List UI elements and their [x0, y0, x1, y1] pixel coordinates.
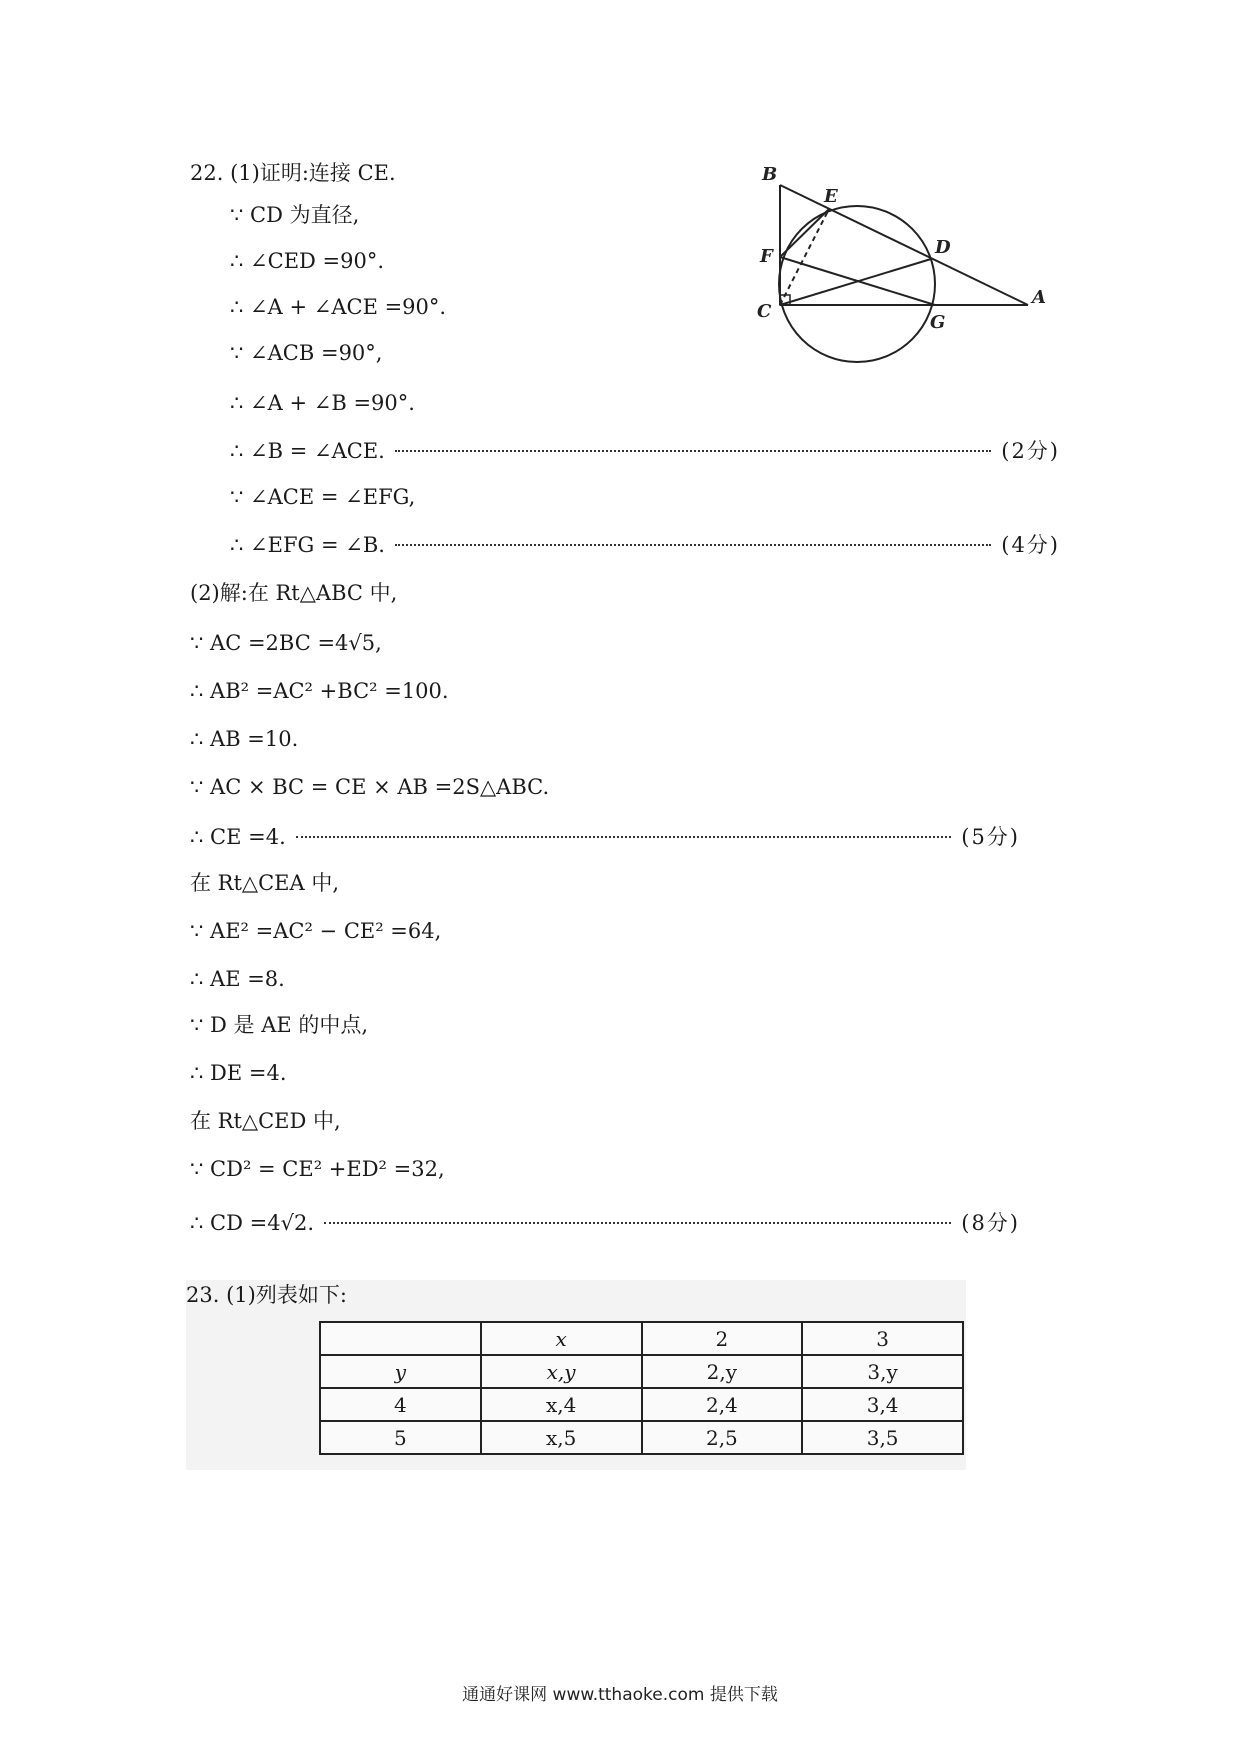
leader-dots [296, 836, 952, 838]
proof-line: ∴ ∠A + ∠ACE =90°. [230, 295, 447, 319]
table-cell: 2,y [642, 1355, 803, 1388]
score-line-4pts [230, 532, 1060, 558]
proof-line: ∵ ∠ACE = ∠EFG, [230, 485, 416, 509]
label-b: B [762, 164, 778, 185]
segment-cd [780, 259, 931, 305]
solution-line: 在 Rt△CED 中, [190, 1109, 341, 1133]
label-d: D [935, 237, 951, 258]
score-marker: (4分) [1001, 533, 1060, 557]
solution-line: ∴ AB =10. [190, 727, 299, 751]
score-marker: (5分) [961, 825, 1020, 849]
score-line-8pts [190, 1210, 1020, 1236]
leader-dots [395, 450, 991, 452]
label-a: A [1032, 287, 1046, 308]
score-line-5pts [190, 824, 1020, 850]
circle [779, 206, 935, 362]
solution-line: ∴ AB² =AC² +BC² =100. [190, 679, 449, 703]
solution-line: ∴ AE =8. [190, 967, 285, 991]
solution-line: ∵ AC =2BC =4√5, [190, 631, 382, 655]
table-row [320, 1355, 963, 1388]
table-row [320, 1421, 963, 1454]
solution-line: 在 Rt△CEA 中, [190, 871, 339, 895]
proof-line: ∴ ∠CED =90°. [230, 249, 385, 273]
table-row [320, 1388, 963, 1421]
table-cell: x [481, 1322, 642, 1355]
geometry-figure [750, 155, 1080, 375]
label-g: G [930, 312, 946, 333]
solution-line: ∵ D 是 AE 的中点, [190, 1013, 369, 1037]
table-cell: 3,5 [802, 1421, 963, 1454]
label-e: E [824, 186, 838, 207]
leader-dots [324, 1222, 951, 1224]
table-cell: y [320, 1355, 481, 1388]
table-cell: x,4 [481, 1388, 642, 1421]
solution-line: ∴ CE =4. [190, 825, 286, 849]
table-cell: 2 [642, 1322, 803, 1355]
footer-watermark: 通通好课网 www.tthaoke.com 提供下载 [462, 1685, 778, 1705]
table-cell [320, 1322, 481, 1355]
proof-line: ∵ ∠ACB =90°, [230, 341, 383, 365]
table-cell: 2,4 [642, 1388, 803, 1421]
table-cell: 4 [320, 1388, 481, 1421]
label-f: F [760, 246, 773, 267]
proof-line: ∵ CD 为直径, [230, 203, 360, 227]
solution-line: ∴ CD =4√2. [190, 1211, 314, 1235]
segment-fe [780, 209, 829, 257]
segment-ba [780, 185, 1028, 305]
solution-line: ∵ CD² = CE² +ED² =32, [190, 1157, 445, 1181]
proof-line: ∴ ∠A + ∠B =90°. [230, 391, 415, 415]
table-cell: 2,5 [642, 1421, 803, 1454]
table-cell: 5 [320, 1421, 481, 1454]
table-cell: 3,4 [802, 1388, 963, 1421]
q23-heading: 23. (1)列表如下: [186, 1283, 347, 1307]
score-marker: (2分) [1001, 439, 1060, 463]
proof-line: ∴ ∠EFG = ∠B. [230, 533, 385, 557]
score-marker: (8分) [961, 1211, 1020, 1235]
table-cell: 3,y [802, 1355, 963, 1388]
table-cell: x,y [481, 1355, 642, 1388]
q22-heading: 22. (1)证明:连接 CE. [190, 161, 396, 185]
solution-line: ∵ AC × BC = CE × AB =2S△ABC. [190, 775, 550, 799]
proof-line: ∴ ∠B = ∠ACE. [230, 439, 385, 463]
score-line-2pts [230, 438, 1060, 464]
leader-dots [395, 544, 991, 546]
segment-ce-dashed [780, 209, 829, 305]
solution-line: ∴ DE =4. [190, 1061, 287, 1085]
solution-line: ∵ AE² =AC² − CE² =64, [190, 919, 442, 943]
outcome-table [319, 1321, 964, 1455]
table-cell: 3 [802, 1322, 963, 1355]
table-cell: x,5 [481, 1421, 642, 1454]
table-row [320, 1322, 963, 1355]
part2-heading: (2)解:在 Rt△ABC 中, [190, 581, 398, 605]
label-c: C [757, 301, 772, 322]
